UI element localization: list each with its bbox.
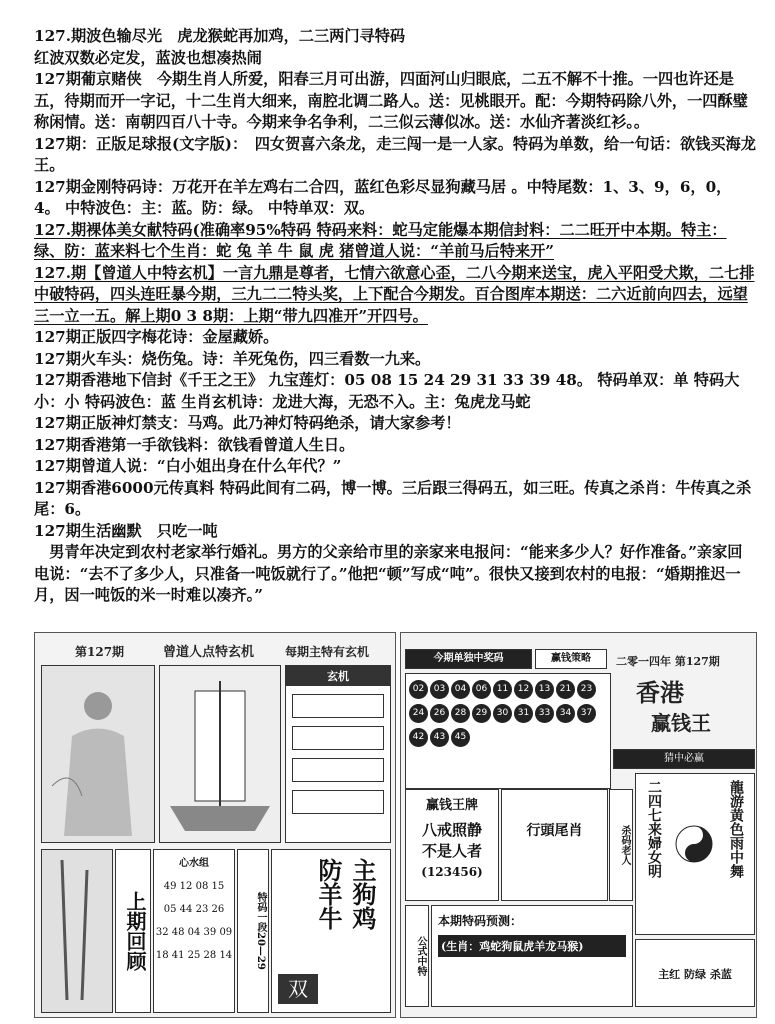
poem-line-1: 龍游黄色雨中舞 — [728, 780, 744, 878]
hint-box — [285, 665, 391, 843]
line-1: 127.期波色输尽光 虎龙猴蛇再加鸡，二三两门寻特码 — [34, 27, 406, 45]
forecast-pick: (生肖：鸡蛇狗鼠虎羊龙马猴) — [438, 935, 626, 957]
shou-text: 行頭尾肖 — [526, 823, 583, 839]
range-text: 特码一段20—29 — [237, 849, 269, 1013]
hint-box-heading: 玄机 — [286, 666, 390, 686]
line-6: 127.期裸体美女献特码(准确率95%特码 特码来料：蛇马定能爆本期信封料：二二旺开中本期。特主：绿、防：蓝来料七个生肖：蛇 兔 羊 牛 鼠 虎 猪曾道人说：“羊前马后特来开” — [34, 220, 727, 260]
number-ball: 31 — [514, 704, 533, 723]
poem-line-2: 二四七来婦女明 — [646, 780, 662, 878]
number-ball: 23 — [577, 680, 596, 699]
badge: 双 — [278, 974, 318, 1004]
hk-title: 香港 — [636, 678, 684, 707]
bamboo-icon — [42, 850, 112, 1012]
card-line-1: 八戒照静 — [421, 821, 482, 839]
number-ball: 11 — [493, 680, 512, 699]
numbers-box — [153, 849, 235, 1013]
alt-pick: 防羊牛 — [314, 858, 343, 930]
line-5: 127期金刚特码诗：万花开在羊左鸡右二合四，蓝红色彩尽显狗藏马居 。中特尾数：1、3、9，6，0，4。 中特波色：主：蓝。防：绿。 中特单双：双。 — [34, 177, 732, 217]
num-row-4: 18 41 25 28 14 — [155, 950, 233, 961]
line-15: 127期生活幽默 只吃一吨 — [34, 521, 218, 540]
side-label: 公式中特 — [405, 905, 429, 1007]
pick-box — [271, 849, 391, 1013]
line-14: 127期香港6000元传真料 特码此间有二码，博一博。三后跟三得码五，如三旺。传真之杀肖：牛传真之杀尾：6。 — [34, 478, 752, 518]
ink-painting — [41, 849, 113, 1013]
forecast-box — [431, 905, 633, 1007]
poem-box — [635, 773, 755, 935]
line-11: 127期正版神灯禁支：马鸡。此乃神灯特码绝杀，请大家参考！ — [34, 414, 461, 432]
number-ball: 24 — [409, 704, 428, 723]
main-pick: 主狗鸡 — [348, 858, 377, 930]
number-ball: 12 — [514, 680, 533, 699]
banner-left: 今期单独中奖码 — [405, 649, 532, 669]
line-9: 127期火车头：烧伤兔。诗：羊死兔伤，四三看数一九来。 — [34, 349, 431, 368]
card-box — [405, 789, 499, 901]
line-7: 127.期【曾道人中特玄机】一言九鼎是尊者，七情六欲意心歪，二八今期来送宝，虎入平阳受犬欺，二七排中破特码，四头连旺暴今期，三九二二特头奖，上下配合今期发。百合图库本期送：二六近前向四去，远望三一立一五。解上期0 3 8期：上期“带九四准开”开四号。 — [34, 263, 755, 325]
king-title: 赢钱王 — [651, 711, 711, 735]
number-ball: 21 — [556, 680, 575, 699]
date-line: 二零一四年 第127期 — [616, 655, 720, 668]
line-10: 127期香港地下信封《千王之王》 九宝莲灯：05 08 15 24 29 31 33 39 48。 特码单双：单 特码大小：小 特码波色：蓝 生肖玄机诗：龙进大海，无恐不入。主：兔虎龙马蛇 — [34, 371, 740, 411]
left-newspaper-clipping — [34, 632, 396, 1018]
forecast-title: 本期特码预测： — [438, 914, 523, 928]
sailing-ship-icon — [160, 666, 280, 842]
number-ball: 13 — [535, 680, 554, 699]
number-ball: 06 — [472, 680, 491, 699]
number-ball: 30 — [493, 704, 512, 723]
number-ball: 26 — [430, 704, 449, 723]
line-4: 127期：正版足球报(文字版)： 四女贺喜六条龙，走三闯一是一人家。特码为单数，给一句话：欲钱买海龙王。 — [34, 134, 756, 174]
left-title-right: 每期主特有玄机 — [285, 645, 370, 659]
last-issue-review: 上期回顾 — [115, 849, 151, 1013]
number-ball: 29 — [472, 704, 491, 723]
num-row-1: 49 12 08 15 — [163, 881, 225, 892]
number-ball: 34 — [556, 704, 575, 723]
num-row-3: 32 48 04 39 09 — [155, 927, 233, 938]
number-ball: 03 — [430, 680, 449, 699]
scholar-illustration — [41, 665, 155, 843]
card-title: 赢钱王牌 — [425, 798, 478, 813]
left-issue: 第127期 — [75, 645, 125, 659]
line-8: 127期正版四字梅花诗：金屋藏娇。 — [34, 328, 279, 346]
strategy-label: 赢钱策略 — [535, 649, 607, 669]
num-row-2: 05 44 23 26 — [163, 904, 225, 915]
card-code: (123456) — [421, 865, 483, 879]
line-13: 127期曾道人说：“白小姐出身在什么年代？” — [34, 457, 342, 475]
line-16: 男青年决定到农村老家举行婚礼。男方的父亲给市里的亲家来电报问：“能来多少人？好作准备。”亲家回电说：“去不了多少人，只准备一吨饭就行了。”他把“顿”写成“吨”。很快又接到农村的电报：“婚期推迟一月，因一吨饭的米一时难以凑齐。” — [34, 543, 743, 604]
card-line-2: 不是人者 — [421, 842, 482, 860]
win-label: 猜中必赢 — [613, 749, 755, 769]
shou-box — [501, 789, 608, 901]
number-ball: 42 — [409, 728, 428, 747]
number-ball: 04 — [451, 680, 470, 699]
ship-illustration — [159, 665, 281, 843]
yin-yang-icon — [674, 824, 714, 864]
line-2: 红波双数必定发，蓝波也想凑热闹 — [34, 48, 262, 67]
scholar-figure-icon — [42, 666, 154, 842]
number-ball: 45 — [451, 728, 470, 747]
article-text — [34, 26, 756, 607]
number-ball: 28 — [451, 704, 470, 723]
kill-label: 杀码老人 — [609, 789, 633, 901]
numbers-label: 心水组 — [179, 858, 209, 869]
left-title-top: 曾道人点特玄机 — [163, 645, 255, 660]
number-ball: 43 — [430, 728, 449, 747]
line-3: 127期葡京赌侠 今期生肖人所爱，阳春三月可出游，四面河山归眼底，二五不解不十推。一四也许还是五，待期而开一字记，十二生肖大细来，南腔北调二路人。送：见桃眼开。配：今期特码除八外，一四酥璧称闲情。送：南朝四百八十寺。今期来争名争利，二三似云薄似冰。送：水仙齐著淡红衫。。 — [34, 70, 748, 131]
number-ball: 02 — [409, 680, 428, 699]
bottom-right-box — [635, 939, 755, 1007]
bottom-right-text: 主红 防绿 杀蓝 — [658, 968, 732, 981]
line-12: 127期香港第一手欲钱料：欲钱看曾道人生日。 — [34, 435, 355, 454]
right-newspaper-clipping — [400, 632, 757, 1018]
number-ball: 37 — [577, 704, 596, 723]
number-grid — [405, 673, 611, 789]
number-ball: 33 — [535, 704, 554, 723]
